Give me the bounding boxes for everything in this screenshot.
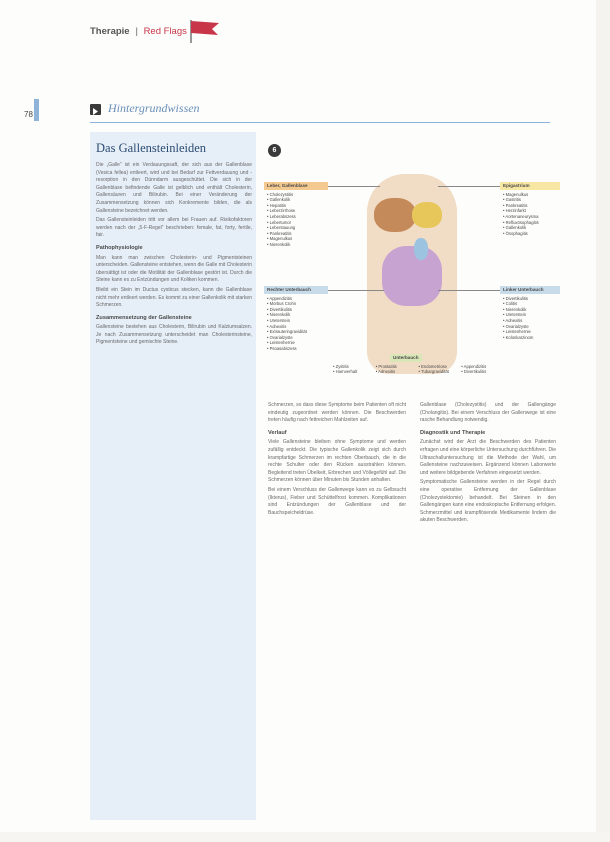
condition-item: • Adnexitis [503, 318, 560, 324]
leader-line [328, 186, 380, 187]
intestine-illustration [382, 246, 442, 306]
paragraph: Symptomatische Gallensteine werden in der Regel durch eine operative Entfernung der Gallenblase (Cholezystektomie) behandelt. Bei Steinen in den Gallengängen kann eine endoskopische Entfernung erfolgen. Schmerzmittel und krampflösende Medikamente lindern die akuten Beschwerden. [420, 479, 556, 524]
label-mid-left-head: Rechter Unterbauch [264, 286, 328, 294]
header-separator: | [135, 26, 138, 37]
condition-item: • Leberstauung [267, 225, 328, 231]
paragraph: Das Gallensteinleiden tritt vor allem bei Frauen auf. Risikofaktoren werden nach der „5-F-Regel“ beschrieben: female, fat, forty, fertile, fair. [96, 217, 252, 239]
condition-item: • Adnexitis [267, 324, 328, 330]
condition-item: • Appendizitis [267, 296, 328, 302]
kidney-illustration [414, 238, 428, 260]
condition-item: • Nierenkolik [267, 242, 328, 248]
condition-item: • Pankreatitis [503, 203, 560, 209]
paragraph: Zunächst wird der Arzt die Beschwerden des Patienten erfragen und eine körperliche Untersuchung durchführen. Die Ultraschalluntersuchung ist die Methode der Wahl, um Gallensteine nachzuweisen. Ergänzend können Laborwerte und weitere bildgebende Verfahren eingesetzt werden. [420, 439, 556, 476]
red-flag-icon [188, 18, 222, 44]
condition-item: • Leistenhernie [267, 340, 328, 346]
condition-item: • Nierenkolik [267, 312, 328, 318]
subheading: Verlauf [268, 429, 287, 436]
condition-item: • Adnexitis [376, 369, 415, 375]
condition-item: • Gallenkolik [503, 225, 560, 231]
leader-line [328, 290, 384, 291]
condition-item: • Leberabszess [267, 214, 328, 220]
condition-item: • Divertikulitis [461, 369, 500, 375]
header-chapter: Therapie [90, 26, 130, 37]
condition-item: • Ovarialzyste [267, 335, 328, 341]
condition-item: • Leberzirrhose [267, 208, 328, 214]
condition-item: • Kolonkarzinom [503, 335, 560, 341]
condition-item: • Ureterstein [503, 312, 560, 318]
condition-item: • Morbus Crohn [267, 301, 328, 307]
scan-edge [0, 832, 610, 842]
page-number: 78 [24, 110, 33, 119]
condition-item: • Zystitis [333, 364, 372, 370]
condition-item: • Nierenkolik [503, 307, 560, 313]
section-divider [90, 122, 550, 123]
condition-item: • Extrauteringravidität [267, 329, 328, 335]
condition-item: • Colitis [503, 301, 560, 307]
running-header [90, 26, 187, 37]
margin-marker [34, 99, 39, 121]
condition-item: • Appendizitis [461, 364, 500, 370]
paragraph: Gallenblase (Cholezystitis) und der Gallengänge (Cholangitis). Bei einem Verschluss der Gallenwege ist eine rasche Behandlung notwendig. [420, 402, 556, 424]
paragraph: Man kann man zwischen Cholesterin- und Pigmentsteinen unterscheiden. Gallensteine entstehen, wenn die Galle mit Cholesterin übersättigt ist oder die Motilität der Gallenblase gestört ist. Durch die Steine kann es zu Entzündungen und Koliken kommen. [96, 254, 252, 284]
condition-item: • Cholezystitis [267, 192, 328, 198]
paragraph: Schmerzen, so dass diese Symptome beim Patienten oft nicht eindeutig zugeordnet werden können. Die Beschwerden treten häufig nach fettreichen Mahlzeiten auf. [268, 402, 406, 424]
condition-item: • Endometriose [419, 364, 458, 370]
paragraph: Die „Galle“ ist ein Verdauungssaft, der sich aus der Gallenblase (Vesica fellea) entleert, wird und bei Bedarf zur Fettverdauung und -resorption in den Dünndarm ausgeschüttet. Die sich in der Gallenblase befindende Galle ist gelblich und enthält Cholesterin, Gallensäuren und Bilirubin. Bei einer Veränderung der Zusammensetzung können sich Konkremente bilden, die als Gallensteine bezeichnet werden. [96, 162, 252, 214]
paragraph: Viele Gallensteine bleiben ohne Symptome und werden zufällig entdeckt. Die typische Gallenkolik zeigt sich durch krampfartige Schmerzen im rechten Oberbauch, die in die rechte Schulter oder den Rücken ausstrahlen können. Begleitend treten Übelkeit, Erbrechen und Völlegefühl auf. Die Schmerzen können über Minuten bis Stunden anhalten. [268, 439, 406, 484]
label-mid-left [264, 286, 328, 352]
condition-item: • Divertikulitis [267, 307, 328, 313]
paragraph: Gallensteine bestehen aus Cholesterin, Bilirubin und Kalziumsalzen. Je nach Zusammensetzung unterscheidet man Cholesterinsteine, Pigmentsteine und gemischte Steine. [96, 324, 252, 346]
condition-item: • Hepatitis [267, 203, 328, 209]
condition-item: • Ureterstein [267, 318, 328, 324]
condition-item: • Gallenkolik [267, 197, 328, 203]
label-top-left [264, 182, 328, 248]
condition-item: • Ösophagitis [503, 231, 560, 237]
condition-item: • Prostatitis [376, 364, 415, 370]
condition-item: • Ovarialzyste [503, 324, 560, 330]
text-column-1 [96, 162, 252, 349]
label-mid-right [500, 286, 560, 340]
header-subchapter: Red Flags [143, 26, 187, 37]
section-arrow-icon [90, 104, 101, 115]
subheading: Pathophysiologie [96, 244, 143, 251]
condition-item: • Magenulkus [267, 236, 328, 242]
scan-edge [596, 0, 610, 842]
abdominal-pain-figure [262, 168, 560, 396]
label-bottom-center-head: Unterbauch [390, 354, 422, 362]
leader-line [438, 186, 500, 187]
condition-item: • Aortenaneurysma [503, 214, 560, 220]
label-top-right-head: Epigastrium [500, 182, 560, 190]
section-title: Hintergrundwissen [108, 101, 200, 115]
subheading: Zusammensetzung der Gallensteine [96, 314, 192, 321]
stomach-illustration [412, 202, 442, 228]
label-bottom-center [330, 354, 500, 375]
condition-item: • Gastritis [503, 197, 560, 203]
leader-line [438, 290, 500, 291]
condition-item: • Magenulkus [503, 192, 560, 198]
condition-item: • Harnverhalt [333, 369, 372, 375]
label-top-left-head: Leber, Gallenblase [264, 182, 328, 190]
figure-number-badge: 6 [268, 144, 281, 157]
condition-item: • Pankreatitis [267, 231, 328, 237]
label-top-right [500, 182, 560, 236]
subheading: Diagnostik und Therapie [420, 429, 486, 436]
label-mid-right-head: Linker Unterbauch [500, 286, 560, 294]
paragraph: Bleibt ein Stein im Ductus cysticus stecken, kann die Gallenblase nicht mehr entleert werden. Es kommt zu einer Gallenkolik mit starken Schmerzen. [96, 286, 252, 309]
condition-item: • Leistenhernie [503, 329, 560, 335]
condition-item: • Lebertumor [267, 220, 328, 226]
condition-item: • Refluxösophagitis [503, 220, 560, 226]
condition-item: • Herzinfarkt [503, 208, 560, 214]
text-column-3 [420, 402, 556, 527]
condition-item: • Psoasabszess [267, 346, 328, 352]
liver-illustration [374, 198, 416, 232]
text-column-2 [268, 402, 406, 519]
paragraph: Bei einem Verschluss der Gallenwege kann es zu Gelbsucht (Ikterus), Fieber und Schüttelfrost kommen. Komplikationen sind Entzündungen der Gallenblase und der Bauchspeicheldrüse. [268, 486, 406, 516]
condition-item: • Tubargravidität [419, 369, 458, 375]
article-title: Das Gallensteinleiden [96, 141, 207, 155]
condition-item: • Divertikulitis [503, 296, 560, 302]
